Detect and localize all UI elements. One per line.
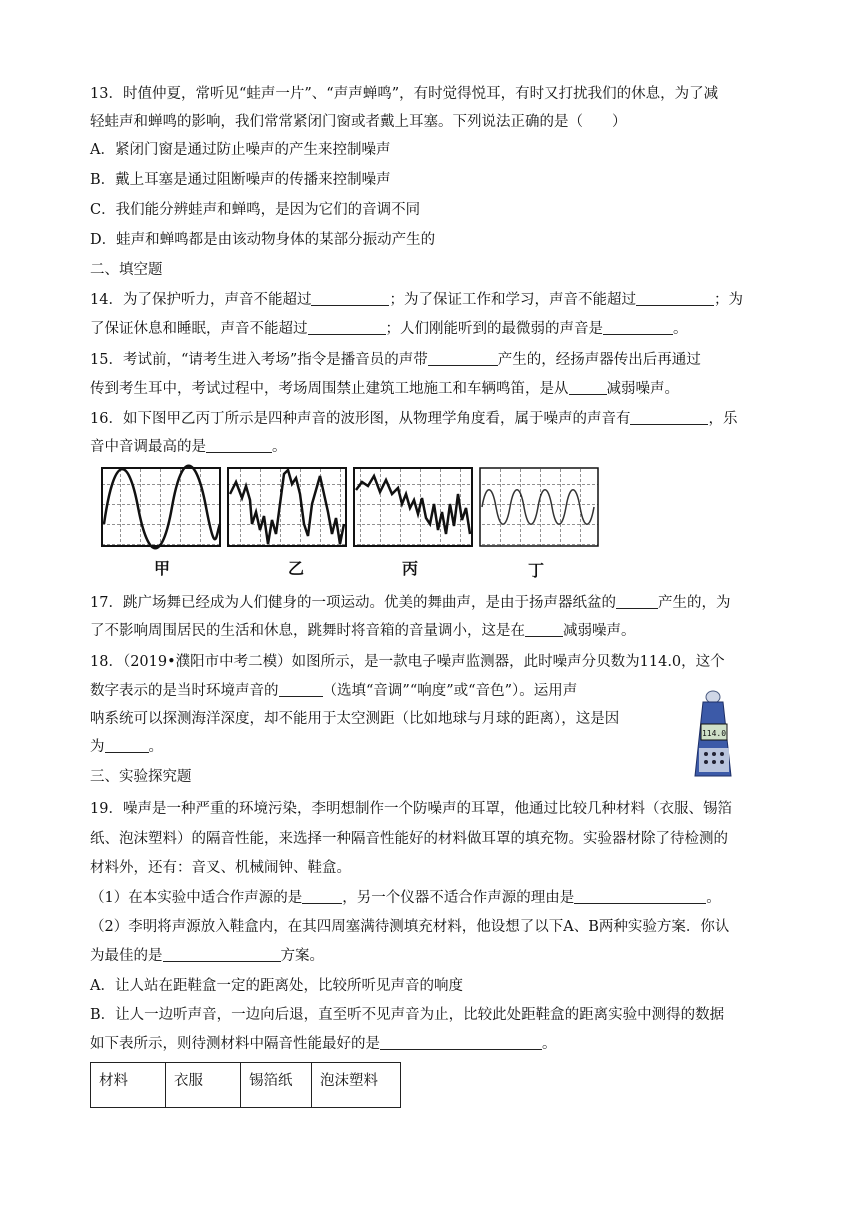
q13-option-a: A．紧闭门窗是通过防止噪声的产生来控制噪声 — [90, 142, 391, 158]
q15-blank-2[interactable] — [569, 380, 607, 395]
q15-text-3: 传到考生耳中，考试过程中，考场周围禁止建筑工地施工和车辆鸣笛，是从 — [90, 381, 569, 397]
q19-line2: 纸、泡沫塑料）的隔音性能，来选择一种隔音性能好的材料做耳罩的填充物。实验器材除了待检测的 — [90, 831, 728, 847]
q17-blank-2[interactable] — [525, 622, 563, 637]
q14-text-1: 14．为了保护听力，声音不能超过 — [90, 292, 312, 308]
q19-sub2-text-2: 方案。 — [280, 948, 324, 964]
q16-text-4: 。 — [272, 439, 287, 455]
waveform-jia — [102, 466, 220, 549]
q16-text-3: 音中音调最高的是 — [90, 439, 206, 455]
q19-blank-4[interactable] — [380, 1035, 542, 1050]
q14-blank-1[interactable] — [311, 291, 389, 306]
section-fill-in-heading: 二、填空题 — [90, 262, 163, 278]
waveform-label-ding: 丁 — [528, 561, 545, 580]
table-header-tinfoil: 锡箔纸 — [241, 1063, 312, 1108]
q19-option-b-line2 — [90, 1034, 557, 1054]
q19-blank-1[interactable] — [302, 889, 342, 904]
q17-text-1: 17．跳广场舞已经成为人们健身的一项运动。优美的舞曲声，是由于扬声器纸盆的 — [90, 595, 616, 611]
q14-text-4: 了保证休息和睡眠，声音不能超过 — [90, 321, 308, 337]
q17-line2 — [90, 621, 636, 641]
q19-sub2-text-1: 为最佳的是 — [90, 948, 163, 964]
table-header-foam: 泡沫塑料 — [312, 1063, 401, 1108]
q17-text-2: 产生的，为 — [657, 595, 731, 611]
q19-option-a: A．让人站在距鞋盒一定的距离处，比较所听见声音的响度 — [90, 978, 463, 994]
noise-meter-image — [683, 690, 741, 780]
q13-stem-line1: 13．时值仲夏，常听见“蛙声一片”、“声声蝉鸣”，有时觉得悦耳，有时又打扰我们的休息，为了减 — [90, 86, 719, 102]
waveform-figure — [100, 464, 606, 550]
waveform-bing — [354, 468, 472, 546]
q18-text-2: 数字表示的是当时环境声音的 — [90, 683, 279, 699]
q14-blank-3[interactable] — [308, 320, 386, 335]
q13-option-d: D．蛙声和蝉鸣都是由该动物身体的某部分振动产生的 — [90, 232, 436, 248]
q14-text-5: ；人们刚能听到的最微弱的声音是 — [385, 321, 603, 337]
q15-line2 — [90, 379, 679, 399]
q17-text-3: 了不影响周围居民的生活和休息，跳舞时将音箱的音量调小，这是在 — [90, 623, 525, 639]
q19-sub2-line1: （2）李明将声源放入鞋盒内，在其四周塞满待测填充材料，他设想了以下A、B两种实验方案．你认 — [90, 919, 730, 935]
noise-meter-reading: 114.0 — [701, 729, 727, 738]
q19-line1: 19．噪声是一种严重的环境污染，李明想制作一个防噪声的耳罩，他通过比较几种材料（衣服、锡箔 — [90, 801, 732, 817]
q19-optb-text-1: 如下表所示，则待测材料中隔音性能最好的是 — [90, 1036, 380, 1052]
q19-optb-text-2: 。 — [542, 1036, 557, 1052]
q18-line3: 呐系统可以探测海洋深度，却不能用于太空测距（比如地球与月球的距离），这是因 — [90, 711, 620, 727]
q16-blank-1[interactable] — [630, 410, 708, 425]
q17-blank-1[interactable] — [616, 594, 658, 609]
waveform-yi — [228, 468, 346, 546]
q19-sub1-text-1: （1）在本实验中适合作声源的是 — [90, 890, 303, 906]
q18-text-5: 为 — [90, 739, 105, 755]
q14-blank-2[interactable] — [636, 291, 714, 306]
q16-text-1: 16．如下图甲乙丙丁所示是四种声音的波形图，从物理学角度看，属于噪声的声音有 — [90, 411, 631, 427]
q15-blank-1[interactable] — [428, 351, 498, 366]
q15-text-4: 减弱噪声。 — [606, 381, 679, 397]
q17-line1 — [90, 593, 730, 613]
q14-text-3: ；为 — [713, 292, 743, 308]
section-experiment-heading: 三、实验探究题 — [90, 769, 192, 785]
q19-sub1-text-2: ，另一个仪器不适合作声源的理由是 — [342, 890, 575, 906]
q14-text-6: 。 — [673, 321, 688, 337]
q16-text-2: ，乐 — [708, 411, 738, 427]
q19-sub1-text-3: 。 — [706, 890, 721, 906]
q14-line1 — [90, 290, 743, 310]
q14-blank-4[interactable] — [603, 320, 673, 335]
q18-line4 — [90, 737, 163, 757]
waveform-ding — [480, 468, 598, 546]
q18-text-3: （选填“音调”“响度”或“音色”）。运用声 — [322, 683, 578, 699]
q15-text-1: 15．考试前，“请考生进入考场”指令是播音员的声带 — [90, 352, 428, 368]
q19-sub2-line2 — [90, 946, 324, 966]
table-header-clothes: 衣服 — [166, 1063, 241, 1108]
q13-option-c: C．我们能分辨蛙声和蝉鸣，是因为它们的音调不同 — [90, 202, 421, 218]
table-header-material: 材料 — [91, 1063, 166, 1108]
table-row — [91, 1063, 401, 1108]
waveform-label-bing: 丙 — [402, 559, 419, 578]
q16-line2 — [90, 437, 287, 457]
q13-option-b: B．戴上耳塞是通过阻断噪声的传播来控制噪声 — [90, 172, 391, 188]
q18-text-6: 。 — [148, 739, 163, 755]
q19-blank-2[interactable] — [574, 889, 706, 904]
q19-option-b-line1: B．让人一边听声音，一边向后退，直至听不见声音为止，比较此处距鞋盒的距离实验中测得的数据 — [90, 1007, 725, 1023]
q14-text-2: ；为了保证工作和学习，声音不能超过 — [389, 292, 636, 308]
waveform-label-jia: 甲 — [154, 559, 171, 578]
q13-stem-line2: 轻蛙声和蝉鸣的影响，我们常常紧闭门窗或者戴上耳塞。下列说法正确的是（ ） — [90, 114, 627, 130]
q18-blank-1[interactable] — [279, 682, 323, 697]
q18-line2 — [90, 681, 577, 701]
q16-blank-2[interactable] — [206, 438, 272, 453]
q16-line1 — [90, 409, 737, 429]
q18-blank-2[interactable] — [105, 738, 149, 753]
q14-line2 — [90, 319, 688, 339]
q18-line1: 18．（2019•濮阳市中考二模）如图所示，是一款电子噪声监测器，此时噪声分贝数为114.0，这个 — [90, 654, 725, 670]
q19-line3: 材料外，还有：音叉、机械闹钟、鞋盒。 — [90, 860, 351, 876]
q15-text-2: 产生的，经扬声器传出后再通过 — [497, 352, 701, 368]
q17-text-4: 减弱噪声。 — [563, 623, 636, 639]
waveform-label-yi: 乙 — [288, 559, 305, 578]
q15-line1 — [90, 350, 701, 370]
q19-blank-3[interactable] — [163, 947, 281, 962]
materials-table — [90, 1062, 401, 1108]
q19-sub1 — [90, 888, 721, 908]
